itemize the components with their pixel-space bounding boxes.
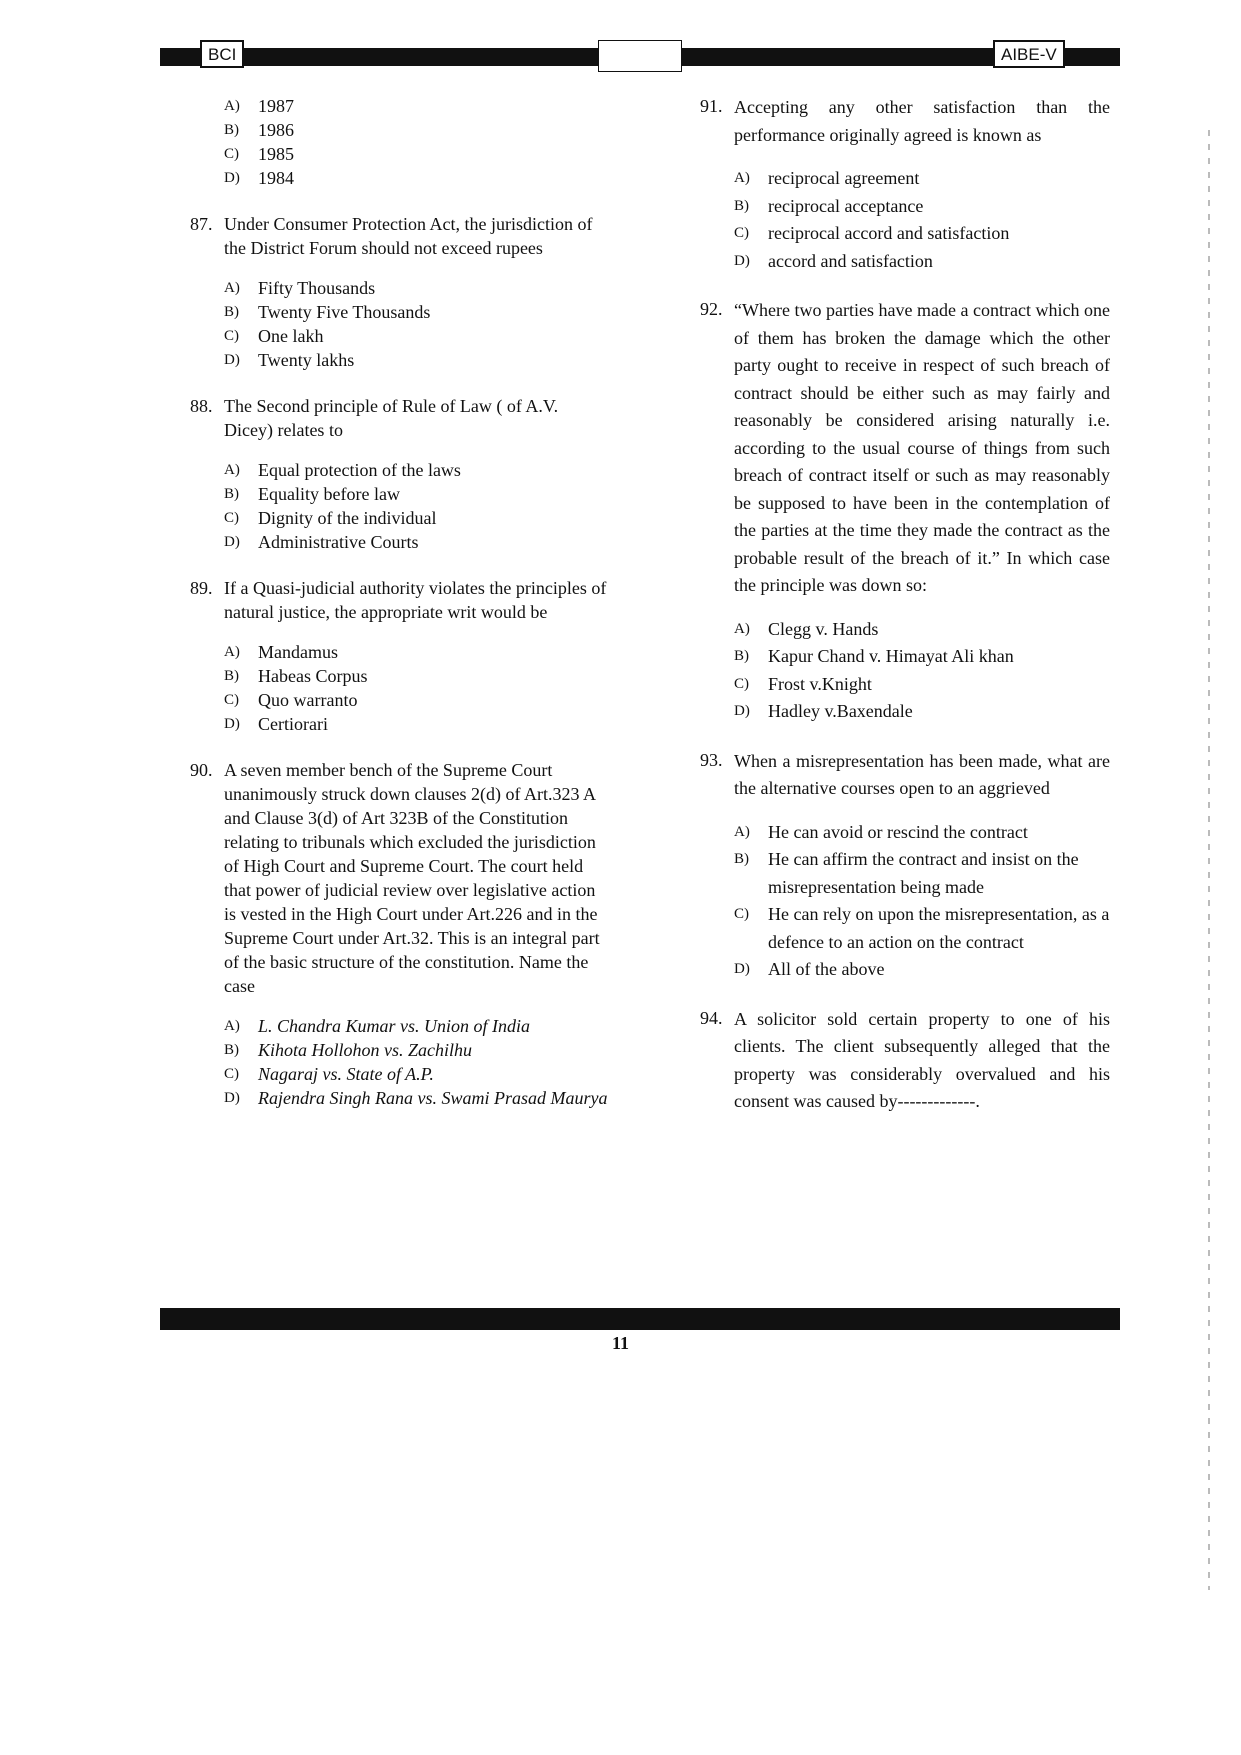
question-block xyxy=(700,1006,1110,1116)
option-key: D) xyxy=(224,1090,240,1106)
option-list xyxy=(224,276,610,372)
option-item xyxy=(734,165,1110,193)
option-key: B) xyxy=(734,648,749,664)
question-text: The Second principle of Rule of Law ( of A.V. Dicey) relates to xyxy=(224,396,559,440)
question-text: Accepting any other satisfaction than the performance originally agreed is known as xyxy=(734,97,1110,145)
option-item xyxy=(224,482,610,506)
question-number: 93. xyxy=(700,749,723,770)
option-item xyxy=(734,193,1110,221)
option-item xyxy=(734,956,1110,984)
option-item xyxy=(224,664,610,688)
option-key: B) xyxy=(734,197,749,214)
option-item xyxy=(224,142,610,166)
question-text: “Where two parties have made a contract which one of them has broken the damage which the other party ought to receive in respect of such breach of contract should be either such as may fairly and reasonably be considered arising naturally i.e. according to the usual course of things from such breach of contract itself or such as may reasonably be supposed to have been in the contemplation of the parties at the time they made the contract as the probable result of the breach of it.” In which case the principle was down so: xyxy=(734,300,1110,595)
option-list xyxy=(224,640,610,736)
option-text: Dignity of the individual xyxy=(258,508,437,528)
option-text: 1984 xyxy=(258,168,294,188)
option-item xyxy=(734,698,1110,726)
option-key: B) xyxy=(224,1042,239,1058)
option-key: A) xyxy=(734,170,750,186)
question-number: 90. xyxy=(190,760,213,780)
option-list xyxy=(224,94,610,190)
option-item xyxy=(734,819,1110,847)
option-item xyxy=(224,712,610,736)
option-key: C) xyxy=(734,675,749,692)
option-item xyxy=(734,671,1110,699)
header-center-box xyxy=(598,40,682,72)
option-item xyxy=(224,530,610,554)
question-block xyxy=(190,94,610,190)
option-list xyxy=(224,458,610,554)
option-key: D) xyxy=(734,961,750,977)
option-key: B) xyxy=(224,486,239,502)
option-item xyxy=(224,166,610,190)
option-item xyxy=(224,458,610,482)
option-text: Frost v.Knight xyxy=(768,673,872,694)
option-text: Equal protection of the laws xyxy=(258,460,461,480)
option-item xyxy=(734,616,1110,644)
option-key: A) xyxy=(224,98,240,114)
option-item xyxy=(224,640,610,664)
option-text: Kihota Hollohon vs. Zachilhu xyxy=(258,1040,473,1060)
question-stem xyxy=(700,94,1110,149)
option-key: D) xyxy=(224,170,240,186)
option-text: Kapur Chand v. Himayat Ali khan xyxy=(768,646,1014,666)
option-key: A) xyxy=(224,1018,240,1034)
question-block xyxy=(700,297,1110,726)
option-text: Nagaraj vs. State of A.P. xyxy=(258,1064,434,1084)
scan-edge-mark xyxy=(1208,130,1210,1590)
question-stem xyxy=(700,748,1110,803)
option-item xyxy=(734,643,1110,671)
option-text: Certiorari xyxy=(258,714,328,734)
footer-bar xyxy=(160,1308,1120,1330)
question-text: When a misrepresentation has been made, what are the alternative courses open to an aggrieved xyxy=(734,750,1110,798)
question-stem xyxy=(190,394,610,442)
question-block xyxy=(190,394,610,554)
option-item xyxy=(734,846,1110,901)
option-list xyxy=(734,165,1110,275)
question-block xyxy=(700,94,1110,275)
option-text: Rajendra Singh Rana vs. Swami Prasad Maurya xyxy=(258,1088,608,1108)
option-text: Clegg v. Hands xyxy=(768,618,879,639)
option-key: C) xyxy=(224,1066,239,1082)
option-key: A) xyxy=(224,644,240,660)
question-block xyxy=(190,212,610,372)
option-text: reciprocal acceptance xyxy=(768,195,924,216)
option-text: He can rely on upon the misrepresentation, as a defence to an action on the contract xyxy=(768,904,1110,952)
option-text: Mandamus xyxy=(258,642,338,662)
option-list xyxy=(734,616,1110,726)
option-item xyxy=(224,1014,610,1038)
option-key: C) xyxy=(734,906,749,922)
option-key: B) xyxy=(224,668,239,684)
option-key: A) xyxy=(734,823,750,840)
question-number: 91. xyxy=(700,96,723,116)
option-key: D) xyxy=(734,252,750,269)
option-key: B) xyxy=(224,122,239,138)
question-block xyxy=(700,748,1110,984)
option-text: Twenty Five Thousands xyxy=(258,302,431,322)
question-number: 88. xyxy=(190,396,213,416)
option-list xyxy=(224,1014,610,1110)
question-stem xyxy=(190,212,610,260)
option-item xyxy=(224,300,610,324)
option-key: A) xyxy=(734,620,750,637)
question-stem xyxy=(700,297,1110,600)
right-column xyxy=(700,94,1110,1138)
option-item xyxy=(224,276,610,300)
option-item xyxy=(224,688,610,712)
option-item xyxy=(734,901,1110,956)
option-key: C) xyxy=(224,146,239,162)
option-key: B) xyxy=(224,304,239,320)
option-text: He can avoid or rescind the contract xyxy=(768,821,1028,842)
option-key: B) xyxy=(734,851,749,867)
option-text: reciprocal accord and satisfaction xyxy=(768,223,1010,243)
option-key: D) xyxy=(224,352,240,368)
option-key: A) xyxy=(224,462,240,478)
option-text: Fifty Thousands xyxy=(258,278,376,298)
option-item xyxy=(224,348,610,372)
question-stem xyxy=(190,758,610,998)
option-key: C) xyxy=(734,225,749,241)
option-text: L. Chandra Kumar vs. Union of India xyxy=(258,1016,531,1036)
option-text: Equality before law xyxy=(258,484,400,504)
option-list xyxy=(734,819,1110,984)
option-item xyxy=(224,324,610,348)
option-text: Twenty lakhs xyxy=(258,350,355,370)
option-key: C) xyxy=(224,510,239,526)
option-text: All of the above xyxy=(768,959,885,979)
option-item xyxy=(224,118,610,142)
option-item xyxy=(224,1038,610,1062)
option-item xyxy=(734,220,1110,248)
option-key: D) xyxy=(734,703,750,719)
option-item xyxy=(734,248,1110,276)
question-number: 89. xyxy=(190,578,213,598)
question-text: A seven member bench of the Supreme Court unanimously struck down clauses 2(d) of Art.323 A and Clause 3(d) of Art 323B of the Constitution relating to tribunals which excluded the jurisdiction of High Court and Supreme Court. The court held that power of judicial review over legislative action is vested in the High Court under Art.226 and in the Supreme Court under Art.32. This is an integral part of the basic structure of the constitution. Name the case xyxy=(224,760,600,996)
option-item xyxy=(224,506,610,530)
question-block xyxy=(190,576,610,736)
option-text: Hadley v.Baxendale xyxy=(768,701,913,721)
header-right-tag: AIBE-V xyxy=(993,40,1065,68)
option-item xyxy=(224,94,610,118)
question-text: If a Quasi-judicial authority violates the principles of natural justice, the appropriate writ would be xyxy=(224,578,607,622)
option-text: reciprocal agreement xyxy=(768,168,920,188)
option-text: 1986 xyxy=(258,120,294,140)
option-item xyxy=(224,1086,610,1110)
question-text: A solicitor sold certain property to one of his clients. The client subsequently alleged that the property was considerably overvalued and his consent was caused by-------------. xyxy=(734,1008,1110,1111)
question-number: 92. xyxy=(700,299,723,319)
option-text: 1985 xyxy=(258,144,294,164)
question-number: 87. xyxy=(190,214,213,234)
option-text: Quo warranto xyxy=(258,690,358,710)
left-column xyxy=(190,94,610,1132)
option-text: accord and satisfaction xyxy=(768,250,933,271)
question-stem xyxy=(700,1006,1110,1116)
option-key: D) xyxy=(224,716,240,732)
option-key: C) xyxy=(224,328,239,344)
question-text: Under Consumer Protection Act, the jurisdiction of the District Forum should not exceed rupees xyxy=(224,214,593,258)
option-text: He can affirm the contract and insist on the misrepresentation being made xyxy=(768,849,1079,897)
option-key: D) xyxy=(224,534,240,550)
option-key: C) xyxy=(224,692,239,708)
header-left-tag: BCI xyxy=(200,40,244,68)
option-key: A) xyxy=(224,280,240,296)
question-stem xyxy=(190,576,610,624)
option-text: Administrative Courts xyxy=(258,532,419,552)
option-item xyxy=(224,1062,610,1086)
option-text: One lakh xyxy=(258,326,324,346)
page-number: 11 xyxy=(611,1333,629,1353)
option-text: Habeas Corpus xyxy=(258,666,368,686)
option-text: 1987 xyxy=(258,96,294,116)
question-block xyxy=(190,758,610,1110)
question-number: 94. xyxy=(700,1007,723,1028)
